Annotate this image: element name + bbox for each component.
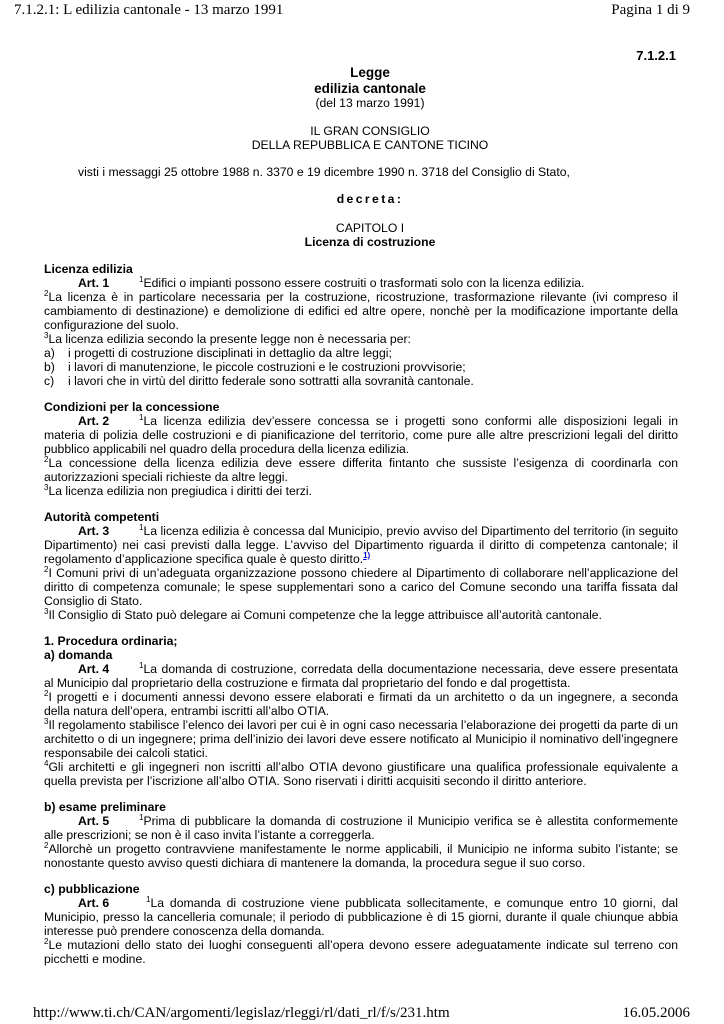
article-5-paragraph-1 xyxy=(44,814,678,842)
council-line1: IL GRAN CONSIGLIO xyxy=(310,124,430,138)
paragraph-text: La licenza edilizia dev’essere concessa se i progetti sono conformi alle disposizioni legali in materia di polizia delle costruzioni e di pianificazione del territorio, come pure alle altre prescrizioni legali del diritto pubblico applicabili nel quadro della procedura della licenza edilizia. xyxy=(44,414,678,456)
article-1-paragraph-2 xyxy=(44,290,678,332)
paragraph-number: 1 xyxy=(139,522,144,532)
paragraph-number: 3 xyxy=(44,330,49,340)
article-4-paragraph-4 xyxy=(44,760,678,788)
article-5-paragraph-2 xyxy=(44,842,678,870)
paragraph-number: 2 xyxy=(44,840,49,850)
decreta: decreta: xyxy=(336,192,404,206)
paragraph-text: Prima di pubblicare la domanda di costruzione il Municipio verifica se è allestita conformemente alle prescrizioni; se non è il caso invita l’istante a correggerla. xyxy=(44,814,678,842)
article-label: Art. 4 xyxy=(78,662,110,676)
paragraph-text: Il regolamento stabilisce l’elenco dei lavori per cui è in ogni caso necessaria l’elaborazione dei progetti da parte di un architetto o di un ingegnere; prima dell’inizio dei lavori deve essere notificato al Municipio il nominativo dell’ingegnere responsabile dei calcoli statici. xyxy=(44,718,678,760)
article-4-paragraph-1 xyxy=(44,662,678,690)
paragraph-text: La licenza è in particolare necessaria per la costruzione, ricostruzione, trasformazione rilevante (ivi compreso il cambiamento di destinazione) e demolizione di edifici ed altre opere, nonchè per la modificazione importante della configurazione del suolo. xyxy=(44,290,678,332)
paragraph-number: 4 xyxy=(44,758,49,768)
section-title-esame-preliminare: b) esame preliminare xyxy=(44,800,166,814)
list-label: c) xyxy=(44,374,55,388)
list-item xyxy=(44,346,678,360)
article-label: Art. 5 xyxy=(78,814,110,828)
law-date: (del 13 marzo 1991) xyxy=(315,96,425,110)
paragraph-text: Allorchè un progetto contravviene manifestamente le norme applicabili, il Municipio ne informa subito l’istante; se nonostante questo avviso questi dichiara di mantenere la domanda, la procedura segue il suo corso. xyxy=(44,842,678,870)
list-text: i lavori che in virtù del diritto federale sono sottratti alla sovranità cantonale. xyxy=(68,374,474,388)
subsection-title-domanda: a) domanda xyxy=(44,648,113,662)
article-label: Art. 6 xyxy=(78,896,110,910)
list-text: i progetti di costruzione disciplinati in dettaglio da altre leggi; xyxy=(68,346,392,360)
paragraph-text: La concessione della licenza edilizia deve essere differita fintanto che sussiste l’esigenza di coordinarla con autorizzazioni speciali richieste da altre leggi. xyxy=(44,456,678,484)
paragraph-number: 1 xyxy=(139,660,144,670)
page-header-title: 7.1.2.1: L edilizia cantonale - 13 marzo 1991 xyxy=(14,2,284,18)
section-title-licenza-edilizia: Licenza edilizia xyxy=(44,262,133,276)
article-2-paragraph-1 xyxy=(44,414,678,456)
section-title-pubblicazione: c) pubblicazione xyxy=(44,882,140,896)
law-body xyxy=(44,262,678,966)
paragraph-text: La domanda di costruzione viene pubblicata sollecitamente, e comunque entro 10 giorni, dal Municipio, presso la cancelleria comunale; il periodo di pubblicazione è di 15 giorni, durante il quale chiunque abbia interesse può prendere conoscenza della domanda. xyxy=(44,896,678,938)
article-1-paragraph-1 xyxy=(44,276,678,290)
paragraph-text: Il Consiglio di Stato può delegare ai Comuni competenze che la legge attribuisce all’autorità cantonale. xyxy=(48,608,602,622)
council-line2: DELLA REPUBBLICA E CANTONE TICINO xyxy=(251,138,489,152)
section-title-procedura-ordinaria: 1. Procedura ordinaria; xyxy=(44,634,178,648)
article-3-paragraph-1 xyxy=(44,524,678,566)
paragraph-number: 1 xyxy=(146,894,151,904)
paragraph-text: I progetti e i documenti annessi devono essere elaborati e firmati da un architetto o da un ingegnere, a seconda della natura dell’opera, entrambi iscritti all’albo OTIA. xyxy=(44,690,678,718)
article-4-paragraph-3 xyxy=(44,718,678,760)
paragraph-number: 2 xyxy=(44,564,49,574)
section-title-autorita: Autorità competenti xyxy=(44,510,160,524)
preamble: visti i messaggi 25 ottobre 1988 n. 3370 e 19 dicembre 1990 n. 3718 del Consiglio di Stato, xyxy=(78,165,570,179)
paragraph-number: 1 xyxy=(139,274,144,284)
source-url: http://www.ti.ch/CAN/argomenti/legislaz/rleggi/rl/dati_rl/f/s/231.htm xyxy=(33,1005,450,1021)
law-title-line2: edilizia cantonale xyxy=(314,81,426,96)
article-label: Art. 2 xyxy=(78,414,110,428)
paragraph-number: 3 xyxy=(44,482,49,492)
section-title-condizioni: Condizioni per la concessione xyxy=(44,400,220,414)
paragraph-text: Edifici o impianti possono essere costruiti o trasformati solo con la licenza edilizia. xyxy=(143,276,585,290)
article-1-paragraph-3 xyxy=(44,332,678,346)
article-label: Art. 3 xyxy=(78,524,110,538)
paragraph-number: 1 xyxy=(139,412,144,422)
article-6-paragraph-2 xyxy=(44,938,678,966)
paragraph-text: La licenza edilizia è concessa dal Municipio, previo avviso del Dipartimento del territorio (in seguito Dipartimento) nei casi previsti dalla legge. L’avviso del Dipartimento riguarda il diritto di competenza cantonale; il regolamento d’applicazione specifica quale è questo diritto. xyxy=(44,524,678,566)
chapter-title: Licenza di costruzione xyxy=(304,235,436,249)
chapter-number: CAPITOLO I xyxy=(335,221,405,235)
document-number: 7.1.2.1 xyxy=(636,48,676,63)
law-title-line1: Legge xyxy=(350,65,390,80)
paragraph-number: 2 xyxy=(44,688,49,698)
page-number: Pagina 1 di 9 xyxy=(611,2,690,18)
paragraph-number: 1 xyxy=(139,812,144,822)
print-date: 16.05.2006 xyxy=(622,1005,690,1021)
paragraph-number: 3 xyxy=(44,716,49,726)
footnote-link[interactable]: 1) xyxy=(363,550,371,560)
paragraph-number: 2 xyxy=(44,936,49,946)
paragraph-number: 2 xyxy=(44,288,49,298)
article-3-paragraph-3 xyxy=(44,608,678,622)
paragraph-text: La licenza edilizia secondo la presente legge non è necessaria per: xyxy=(48,332,411,346)
article-6-paragraph-1 xyxy=(44,896,678,938)
paragraph-text: I Comuni privi di un’adeguata organizzazione possono chiedere al Dipartimento di collaborare nell’applicazione del diritto di competenza comunale; le spese supplementari sono a carico del Comune secondo una tariffa fissata dal Consiglio di Stato. xyxy=(44,566,678,608)
list-label: a) xyxy=(44,346,55,360)
article-2-paragraph-2 xyxy=(44,456,678,484)
list-text: i lavori di manutenzione, le piccole costruzioni e le costruzioni provvisorie; xyxy=(68,360,466,374)
paragraph-number: 3 xyxy=(44,606,49,616)
article-4-paragraph-2 xyxy=(44,690,678,718)
list-item xyxy=(44,374,678,388)
article-label: Art. 1 xyxy=(78,276,110,290)
paragraph-text: La domanda di costruzione, corredata della documentazione necessaria, deve essere presentata al Municipio dal proprietario della costruzione e firmata dal proprietario del fondo e dal progettista. xyxy=(44,662,678,690)
list-item xyxy=(44,360,678,374)
paragraph-text: Le mutazioni dello stato dei luoghi conseguenti all’opera devono essere adeguatamente indicate sul terreno con picchetti e modine. xyxy=(44,938,678,966)
paragraph-number: 2 xyxy=(44,454,49,464)
paragraph-text: La licenza edilizia non pregiudica i diritti dei terzi. xyxy=(48,484,312,498)
article-2-paragraph-3 xyxy=(44,484,678,498)
article-3-paragraph-2 xyxy=(44,566,678,608)
list-label: b) xyxy=(44,360,55,374)
paragraph-text: Gli architetti e gli ingegneri non iscritti all’albo OTIA devono giustificare una qualifica professionale equivalente a quella prevista per l’iscrizione all’albo OTIA. Sono riservati i diritti acquisiti secondo il diritto anteriore. xyxy=(44,760,678,788)
